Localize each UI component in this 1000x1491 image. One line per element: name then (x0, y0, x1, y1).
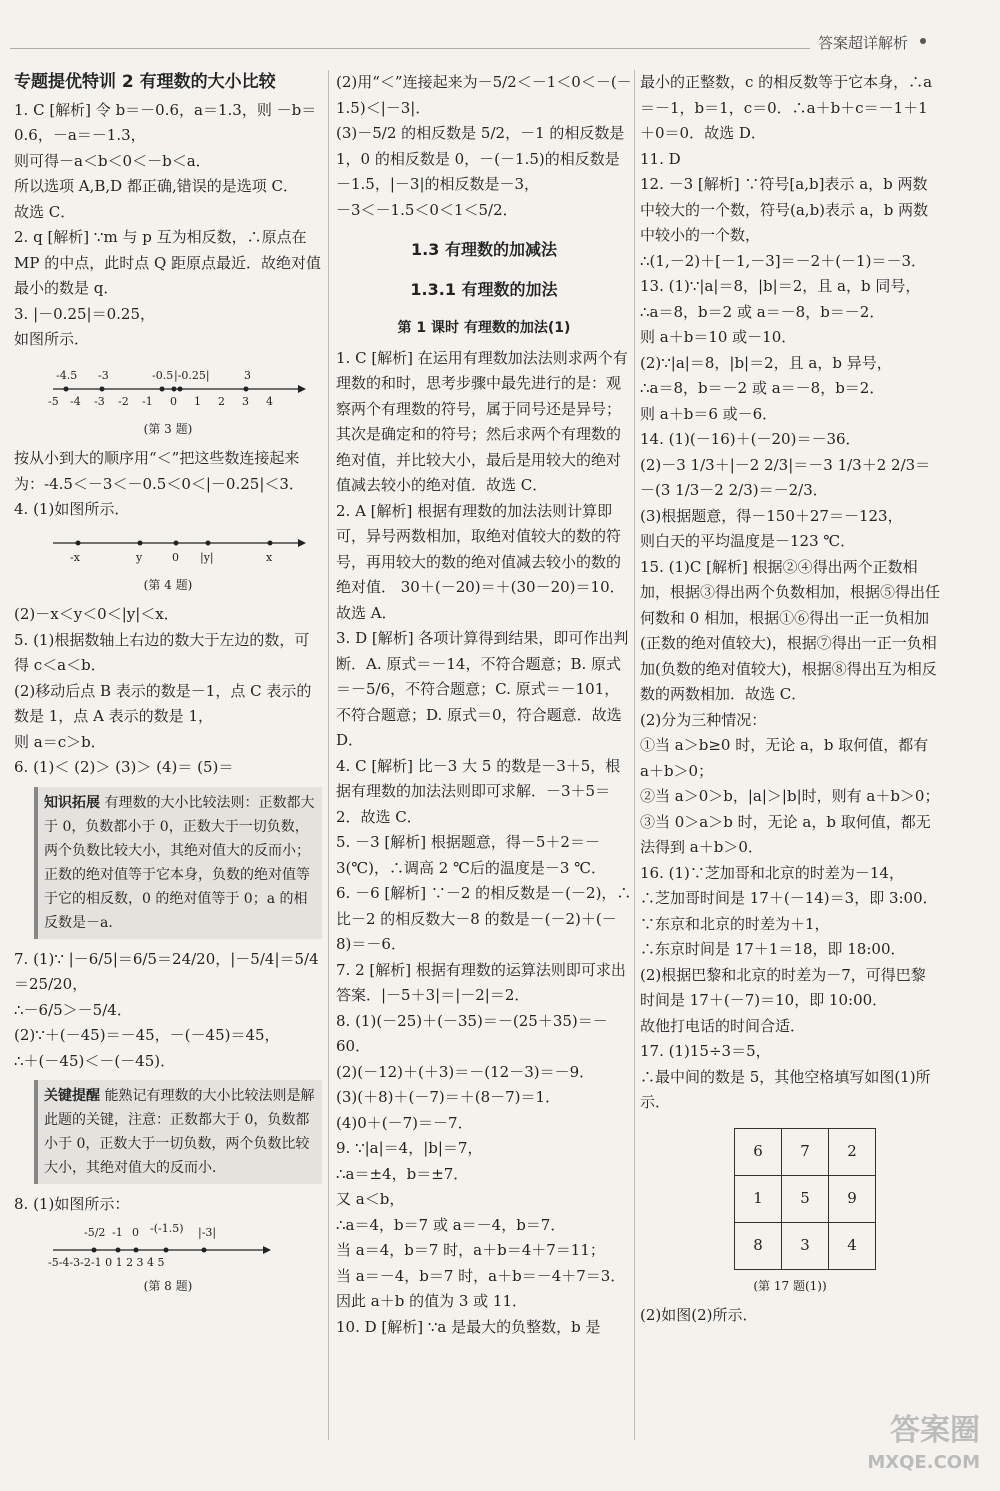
svg-text:-1: -1 (112, 1225, 123, 1239)
grid-cell: 3 (782, 1222, 829, 1269)
header-dot (920, 38, 926, 44)
svg-text:0: 0 (170, 394, 177, 408)
answer-item: 12. －3 [解析] ∵符号[a,b]表示 a，b 两数中较大的一个数，符号(a,b)表示 a，b 两数中较小的一个数， (640, 175, 929, 244)
figure-8-caption: (第 8 题) (143, 1278, 193, 1293)
answer-item: 2. A [解析] 根据有理数的加法法则计算即可，异号两数相加，取绝对值较大的数的符号，再用较大的数的绝对值减去较小的数的绝对值． 30＋(－20)＝＋(30－20)＝10．故选 A． (336, 501, 625, 622)
figure-4-caption: (第 4 题) (143, 577, 193, 592)
answer-item: 则白天的平均温度是－123 ℃． (640, 532, 856, 550)
answer-item: ②当 a＞0＞b，|a|＞|b|时，则有 a＋b＞0； (640, 787, 940, 805)
box-title: 知识拓展 (44, 794, 100, 811)
answer-item: 所以选项 A,B,D 都正确,错误的是选项 C． (14, 177, 298, 195)
svg-text:1: 1 (194, 394, 201, 408)
svg-text:-3: -3 (98, 368, 109, 382)
grid-cell: 6 (735, 1128, 782, 1175)
answer-item: ③当 0＞a＞b 时，无论 a，b 取何值，都无法得到 a＋b＞0． (640, 812, 931, 856)
svg-text:-3: -3 (94, 394, 105, 408)
column-1 (14, 70, 322, 1303)
answer-item: 又 a＜b， (336, 1190, 405, 1208)
svg-text:3: 3 (242, 394, 249, 408)
column-2 (336, 70, 632, 1340)
subsection-heading: 1.3.1 有理数的加法 (410, 279, 558, 299)
key-reminder-box (34, 1080, 322, 1184)
answer-item: 15. (1)C [解析] 根据②④得出两个正数相加，根据③得出两个负数相加，根据⑤得出任何数和 0 相加，根据①⑥得出一正一负相加(正数的绝对值较大)，根据⑦得出一正一负相加(负数的绝对值较大)，根据⑧得出互为相反数的两数相加．故选 C． (640, 557, 941, 703)
answer-item: 7. 2 [解析] 根据有理数的运算法则即可求出答案．|－5＋3|＝|－2|＝2． (336, 960, 626, 1004)
answer-list (14, 602, 322, 781)
answer-item: ∴＋(－45)＜－(－45)． (14, 1051, 176, 1070)
answer-item: (2)－x＜y＜0＜|y|＜x． (14, 605, 179, 623)
grid-cell: 8 (735, 1222, 782, 1269)
figure-17-caption: (第 17 题(1)) (753, 1278, 827, 1293)
answer-item: ∴a＝±4，b＝±7． (336, 1164, 469, 1183)
answer-list (14, 446, 322, 523)
answer-item: 2. q [解析] ∵m 与 p 互为相反数，∴原点在 MP 的中点，此时点 Q 距原点最近．故绝对值最小的数是 q． (14, 228, 322, 297)
box-text: 有理数的大小比较法则：正数都大于 0，负数都小于 0，正数大于一切负数，两个负数比较大小，其绝对值大的反而小；正数的绝对值等于它本身，负数的绝对值等于它的相反数，0 的绝对值等于 0；a 的相反数是－a． (44, 794, 315, 931)
watermark-text: 答案圈 (890, 1413, 980, 1448)
special-topic-title: 专题提优特训 2 有理数的大小比较 (14, 72, 276, 92)
answer-item: 11. D (640, 149, 681, 168)
svg-text:-4: -4 (70, 394, 81, 408)
svg-text:0: 0 (132, 1225, 139, 1239)
answer-item: 5. (1)根据数轴上右边的数大于左边的数，可得 c＜a＜b． (14, 630, 310, 674)
grid-cell: 4 (829, 1222, 876, 1269)
answer-item: (3)－5/2 的相反数是 5/2，－1 的相反数是 1，0 的相反数是 0，－(－1.5)的相反数是－1.5，|－3|的相反数是－3， (336, 124, 625, 193)
answer-item: (2)－3 1/3＋|－2 2/3|＝－3 1/3＋2 2/3＝－(3 1/3－2 2/3)＝－2/3． (640, 455, 931, 499)
grid-cell: 1 (735, 1175, 782, 1222)
answer-item: 8. (1)如图所示： (14, 1195, 130, 1213)
column-3 (640, 70, 940, 1329)
watermark-logo (867, 1415, 980, 1479)
svg-text:|-0.25|: |-0.25| (174, 368, 210, 382)
answer-item: (2)根据巴黎和北京的时差为－7，可得巴黎时间是 17＋(－7)＝10，即 10:00． (640, 965, 926, 1009)
answer-item: 13. (1)∵|a|＝8，|b|＝2，且 a，b 同号， (640, 277, 921, 295)
answer-item: 故选 C． (14, 202, 76, 221)
answer-item: 10. D [解析] ∵a 是最大的负整数，b 是 (336, 1317, 601, 1336)
number-line-figure-4 (48, 525, 322, 571)
answer-item: 如图所示． (14, 330, 90, 348)
answer-item: 9. ∵|a|＝4，|b|＝7， (336, 1139, 483, 1157)
svg-text:4: 4 (266, 394, 273, 408)
answer-item: 当 a＝－4，b＝7 时，a＋b＝－4＋7＝3． (336, 1266, 626, 1285)
answer-item: －3＜－1.5＜0＜1＜5/2． (336, 200, 518, 219)
answer-item: 最小的正整数，c 的相反数等于它本身，∴a＝－1，b＝1，c＝0．∴a＋b＋c＝－1＋1＋0＝0．故选 D． (640, 73, 933, 142)
answer-item: 则 a＋b＝10 或－10． (640, 328, 797, 346)
answer-item: ①当 a＞b≥0 时，无论 a，b 取何值，都有 a＋b＞0； (640, 736, 929, 780)
answer-item: ∴a＝4，b＝7 或 a＝－4，b＝7． (336, 1215, 566, 1234)
answer-item: 则可得－a＜b＜0＜－b＜a． (14, 151, 211, 170)
answer-item: 按从小到大的顺序用“＜”把这些数连接起来为：-4.5＜－3＜－0.5＜0＜|－0.25|＜3． (14, 449, 304, 493)
answer-list (640, 70, 940, 1116)
answer-item: 6. (1)＜ (2)＞ (3)＞ (4)＝ (5)＝ (14, 758, 234, 776)
answer-item: ∴－6/5＞－5/4． (14, 1000, 132, 1019)
answer-item: 则 a＋b＝6 或－6． (640, 404, 778, 423)
svg-text:-(-1.5): -(-1.5) (150, 1221, 184, 1235)
answer-item: (3)(＋8)＋(－7)＝＋(8－7)＝1． (336, 1088, 561, 1106)
answer-item: 1. C [解析] 令 b＝－0.6，a＝1.3，则 －b＝0.6，－a＝－1.3， (14, 100, 317, 144)
answer-item: 17. (1)15÷3＝5， (640, 1042, 771, 1060)
answer-item: (3)根据题意，得－150＋27＝－123， (640, 506, 903, 525)
svg-text:-5-4-3-2-1 0 1 2 3 4 5: -5-4-3-2-1 0 1 2 3 4 5 (48, 1255, 165, 1269)
answer-item: 3. D [解析] 各项计算得到结果，即可作出判断．A. 原式＝－14，不符合题意；B. 原式＝－5/6，不符合题意；C. 原式＝－101，不符合题意；D. 原式＝0，符合题意．故选 D． (336, 629, 629, 749)
number-line-figure-3 (48, 355, 322, 415)
svg-text:|y|: |y| (200, 550, 214, 564)
watermark-url: MXQE.COM (867, 1452, 980, 1473)
svg-text:-0.5: -0.5 (152, 368, 174, 382)
answer-list (336, 70, 632, 223)
svg-text:-x: -x (70, 550, 80, 564)
answer-item: ∴a＝8，b＝－2 或 a＝－8，b＝2． (640, 379, 885, 397)
answer-item: 5. －3 [解析] 根据题意，得－5＋2＝－3(℃)，∴调高 2 ℃后的温度是－3 ℃． (336, 833, 606, 877)
answer-item: 当 a＝4，b＝7 时，a＋b＝4＋7＝11； (336, 1241, 605, 1259)
lesson-heading: 第 1 课时 有理数的加法(1) (397, 320, 571, 336)
answer-item: 4. C [解析] 比－3 大 5 的数是－3＋5，根据有理数的加法法则即可求解．－3＋5＝2．故选 C． (336, 756, 621, 826)
svg-text:-4.5: -4.5 (56, 368, 78, 382)
answer-item: 4. (1)如图所示． (14, 500, 130, 518)
column-divider (328, 70, 329, 1440)
magic-square-grid (734, 1128, 876, 1270)
answer-item: (2)(－12)＋(＋3)＝－(12－3)＝－9． (336, 1062, 595, 1081)
answer-item: 16. (1)∵芝加哥和北京的时差为－14， (640, 863, 904, 882)
answer-item: 1. C [解析] 在运用有理数加法法则求两个有理数的和时，思考步骤中最先进行的是：观察两个有理数的符号，属于同号还是异号；其次是确定和的符号；然后求两个有理数的绝对值，并比较大小，最后是用较大的绝对值减去较小的绝对值．故选 C． (336, 348, 628, 494)
svg-text:2: 2 (218, 394, 225, 408)
answer-item: 故他打电话的时间合适． (640, 1016, 806, 1035)
grid-cell: 5 (782, 1175, 829, 1222)
answer-item: 7. (1)∵ |－6/5|＝6/5＝24/20，|－5/4|＝5/4＝25/20， (14, 949, 319, 993)
answer-item: (2)如图(2)所示． (640, 1306, 758, 1324)
answer-item: (2)移动后点 B 表示的数是－1，点 C 表示的数是 1，点 A 表示的数是 1， (14, 681, 312, 725)
answer-item: 14. (1)(－16)＋(－20)＝－36． (640, 430, 861, 448)
svg-text:0: 0 (172, 550, 179, 564)
answer-item: ∴最中间的数是 5，其他空格填写如图(1)所示． (640, 1067, 931, 1111)
svg-text:y: y (136, 550, 143, 564)
answer-item: 3. |－0.25|＝0.25， (14, 304, 155, 323)
answer-list (336, 346, 632, 1341)
grid-cell: 7 (782, 1128, 829, 1175)
answer-item: ∴芝加哥时间是 17＋(－14)＝3，即 3:00． (640, 889, 938, 907)
answer-item: (2)∵＋(－45)＝－45，－(－45)＝45， (14, 1026, 280, 1044)
answer-item: 8. (1)(－25)＋(－35)＝－(25＋35)＝－60． (336, 1011, 608, 1055)
svg-text:3: 3 (244, 368, 251, 382)
answer-item: ∴东京时间是 17＋1＝18，即 18:00． (640, 940, 906, 958)
answer-item: ∴a＝8，b＝2 或 a＝－8，b＝－2． (640, 302, 885, 321)
section-heading: 1.3 有理数的加减法 (411, 240, 557, 259)
box-text: 能熟记有理数的大小比较法则是解此题的关键，注意：正数都大于 0，负数都小于 0，正数大于一切负数，两个负数比较大小，其绝对值大的反而小． (44, 1088, 315, 1176)
answer-item: (2)用“＜”连接起来为－5/2＜－1＜0＜－(－1.5)＜|－3|． (336, 73, 632, 117)
answer-item: (4)0＋(－7)＝－7． (336, 1113, 473, 1132)
answer-item: 6. －6 [解析] ∵－2 的相反数是－(－2)，∴比－2 的相反数大－8 的数是－(－2)＋(－8)＝－6． (336, 884, 632, 953)
header-rule (10, 48, 810, 49)
grid-cell: 9 (829, 1175, 876, 1222)
box-title: 关键提醒 (44, 1088, 100, 1104)
answer-item: ∴(1,－2)＋[－1,－3]＝－2＋(－1)＝－3． (640, 251, 926, 270)
svg-text:x: x (266, 550, 273, 564)
figure-3-caption: (第 3 题) (143, 421, 193, 436)
grid-cell: 2 (829, 1128, 876, 1175)
header-title: 答案超详解析 (818, 34, 909, 52)
number-line-figure-8 (48, 1220, 322, 1272)
column-divider (634, 70, 635, 1440)
knowledge-extension-box (34, 787, 322, 939)
answer-item: 因此 a＋b 的值为 3 或 11． (336, 1292, 528, 1310)
svg-text:-5: -5 (48, 394, 59, 408)
answer-list (14, 947, 322, 1075)
svg-text:-2: -2 (118, 394, 129, 408)
answer-item: ∵东京和北京的时差为＋1， (640, 914, 830, 933)
svg-text:|-3|: |-3| (198, 1225, 217, 1239)
answer-item: (2)∵|a|＝8，|b|＝2，且 a，b 异号， (640, 353, 892, 372)
answer-list (14, 98, 322, 353)
svg-text:-5/2: -5/2 (84, 1225, 106, 1239)
answer-item: 则 a＝c＞b． (14, 732, 106, 751)
answer-item: (2)分为三种情况： (640, 710, 767, 729)
svg-text:-1: -1 (142, 394, 153, 408)
